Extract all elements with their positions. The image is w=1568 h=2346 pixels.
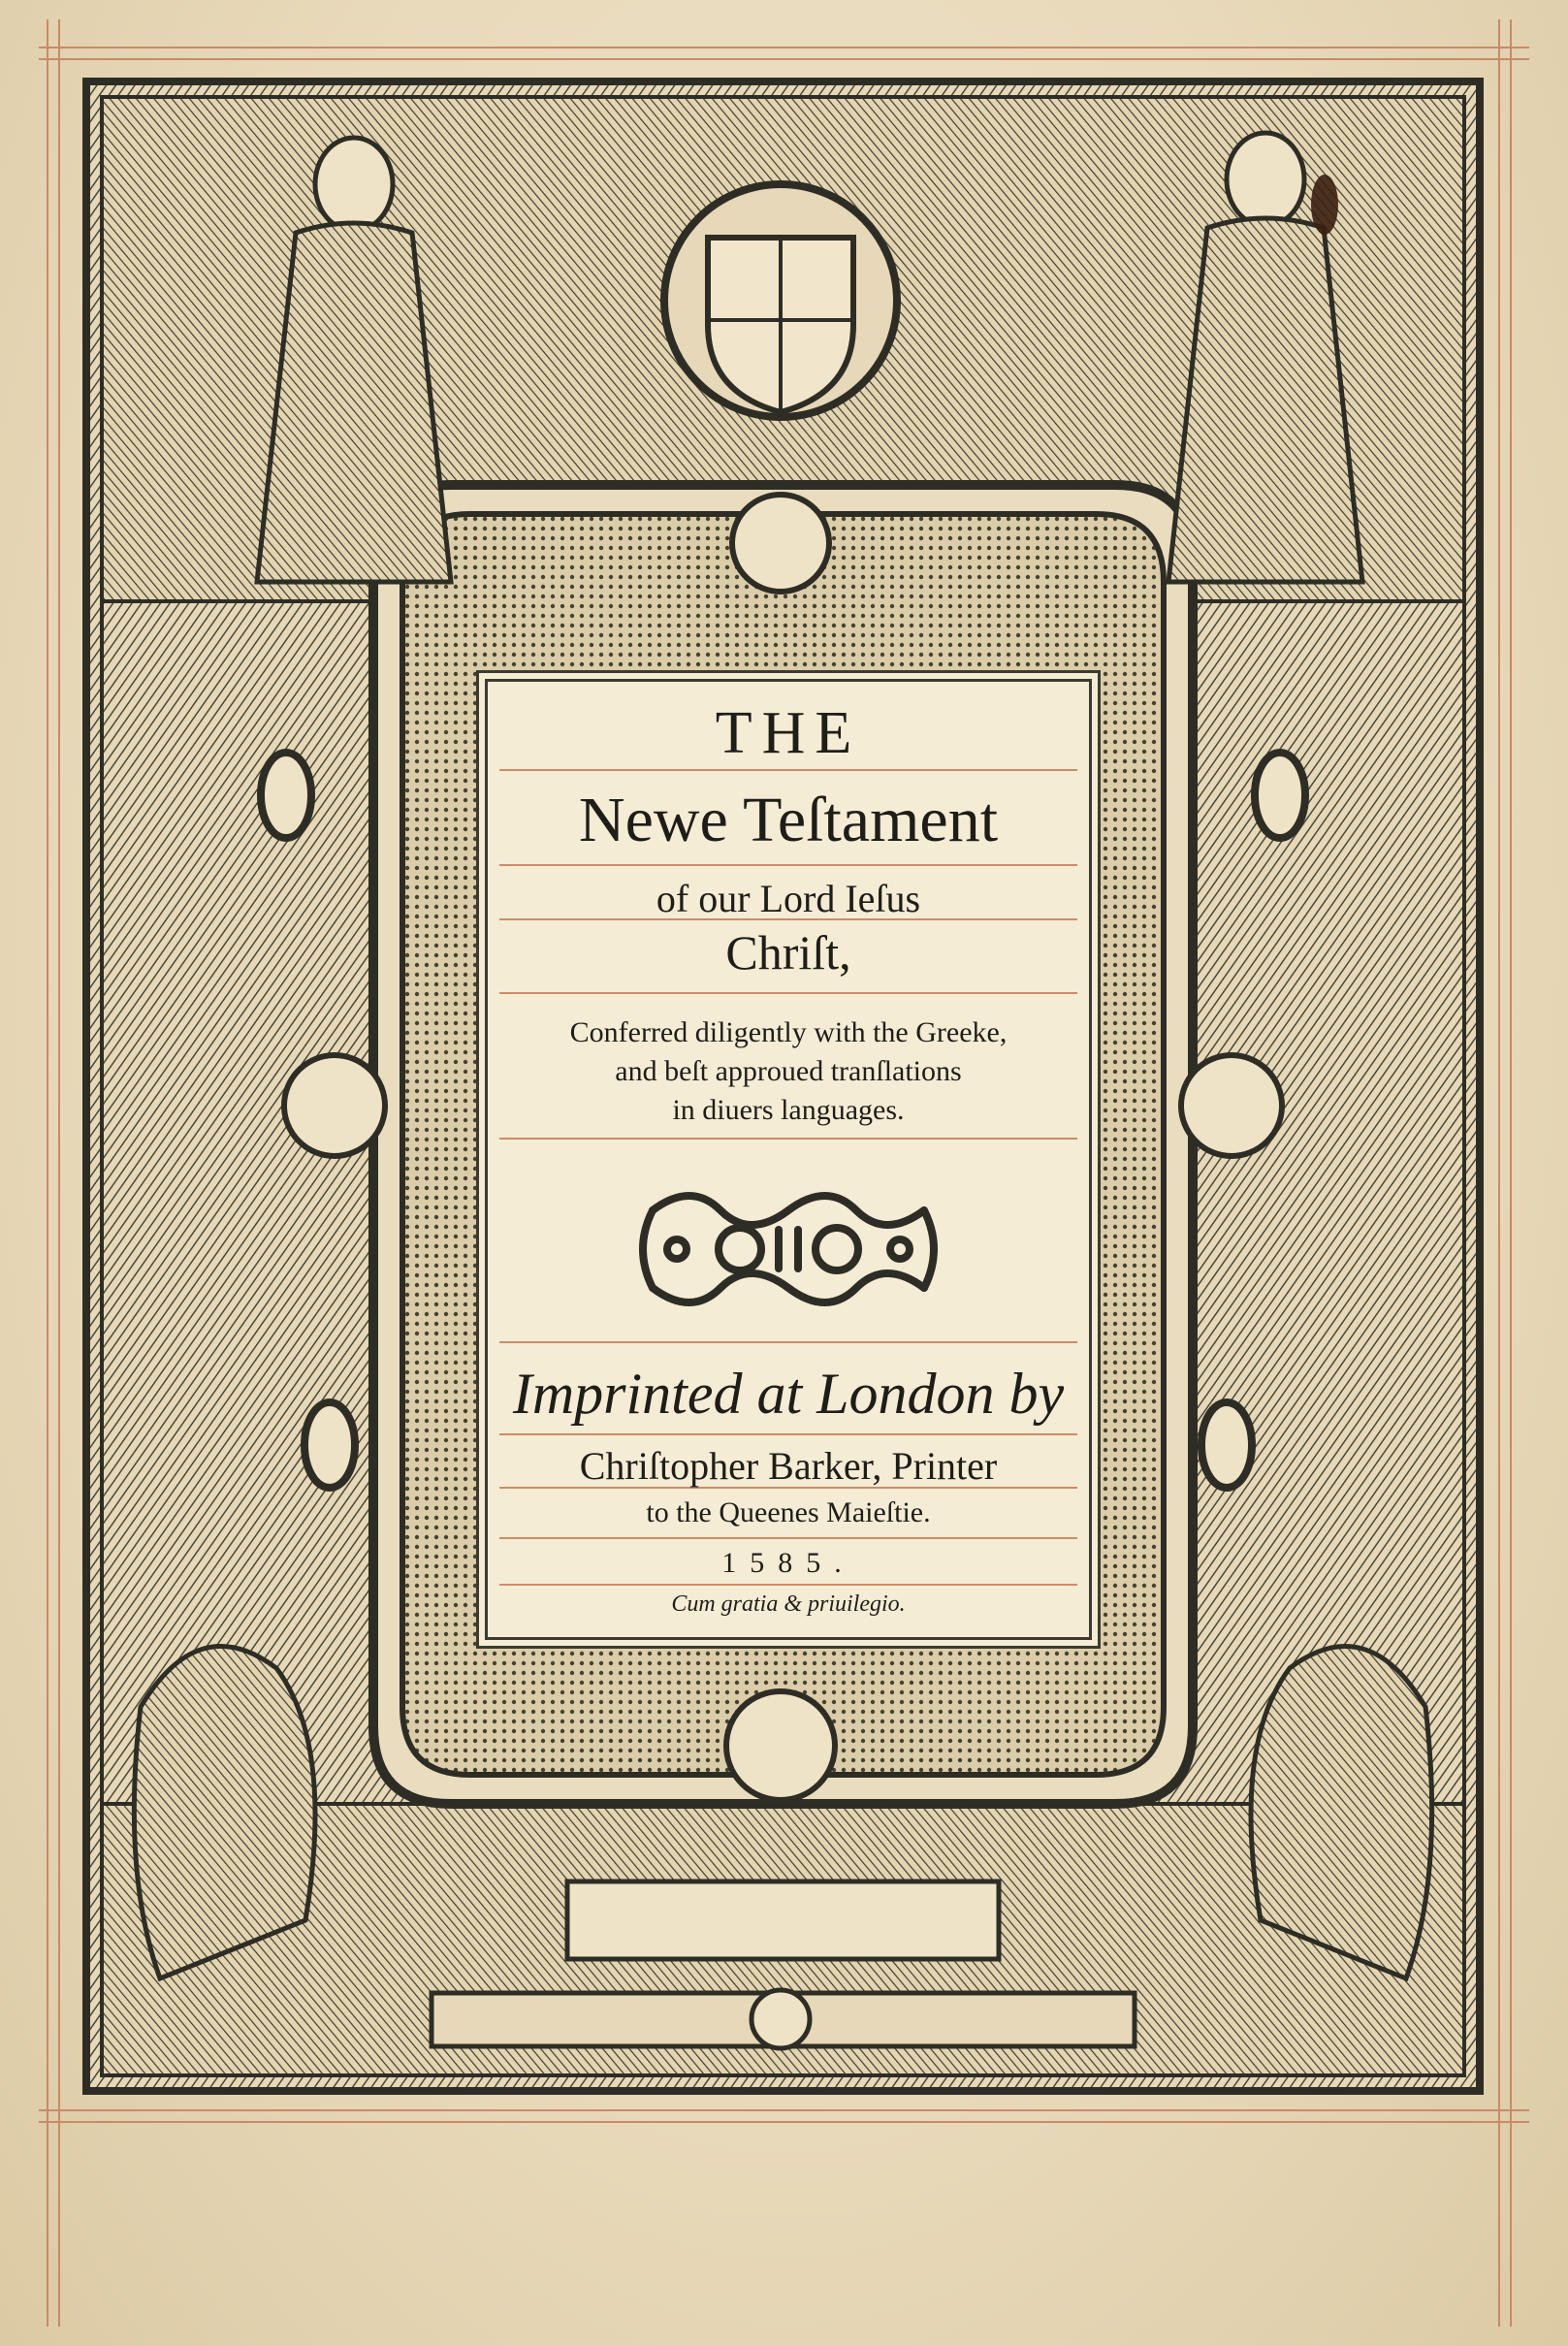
privilege-line: Cum gratia & priuilegio. bbox=[671, 1591, 906, 1617]
printers-ornament bbox=[633, 1172, 944, 1327]
title-panel bbox=[485, 679, 1092, 1640]
conferred-line-2: and beſt approued tranſlations bbox=[615, 1055, 962, 1087]
title-newe-testament: Newe Teſtament bbox=[578, 785, 999, 855]
red-rule-right-2 bbox=[1510, 19, 1512, 2327]
red-line bbox=[499, 992, 1077, 994]
year-line: 1585. bbox=[721, 1547, 855, 1579]
red-line bbox=[499, 1537, 1077, 1539]
red-rule-right-1 bbox=[1498, 19, 1500, 2327]
conferred-line-3: in diuers languages. bbox=[672, 1094, 905, 1126]
title-the: THE bbox=[715, 700, 862, 766]
title-of-our-lord: of our Lord Ieſus bbox=[656, 877, 921, 920]
red-rule-top-1 bbox=[39, 47, 1529, 48]
conferred-line-1: Conferred diligently with the Greeke, bbox=[569, 1016, 1008, 1048]
red-line bbox=[499, 1584, 1077, 1586]
red-line bbox=[499, 1433, 1077, 1435]
red-line bbox=[499, 864, 1077, 866]
printer-line: Chriſtopher Barker, Printer bbox=[579, 1444, 998, 1488]
red-rule-left-2 bbox=[58, 19, 60, 2327]
red-line bbox=[499, 769, 1077, 771]
red-rule-bottom-1 bbox=[39, 2109, 1529, 2111]
red-rule-top-2 bbox=[39, 58, 1529, 60]
queenes-majestie-line: to the Queenes Maieſtie. bbox=[646, 1496, 931, 1528]
red-line bbox=[499, 1138, 1077, 1140]
red-line bbox=[499, 1341, 1077, 1343]
red-rule-left-1 bbox=[47, 19, 48, 2327]
red-rule-bottom-2 bbox=[39, 2121, 1529, 2123]
imprint-line: Imprinted at London by bbox=[512, 1362, 1065, 1426]
title-christ: Chriſt, bbox=[725, 925, 851, 980]
ink-stain bbox=[1311, 175, 1338, 235]
